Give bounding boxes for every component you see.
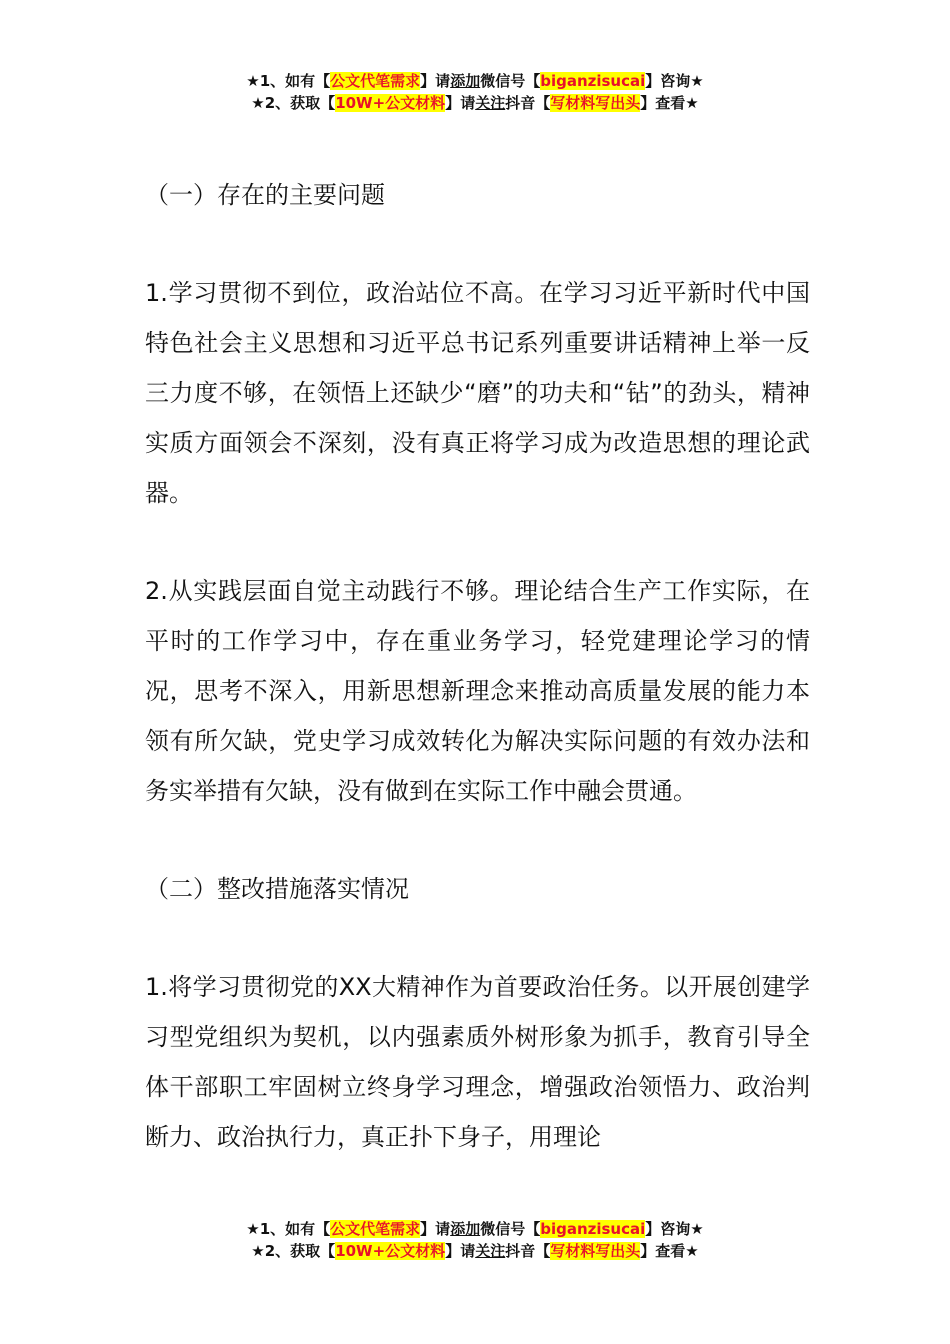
promo-highlight: 10W+公文材料 bbox=[335, 94, 446, 112]
promo-text: 】请 bbox=[445, 94, 476, 112]
promo-text: 】查看★ bbox=[640, 94, 699, 112]
promo-text: 抖音【 bbox=[505, 1242, 551, 1260]
section-1-paragraph-2: 2.从实践层面自觉主动践行不够。理论结合生产工作实际，在平时的工作学习中，存在重业务学习，轻党建理论学习的情况，思考不深入，用新思想新理念来推动高质量发展的能力本领有所欠缺，党史学习成效转化为解决实际问题的有效办法和务实举措有欠缺，没有做到在实际工作中融会贯通。 bbox=[145, 577, 810, 805]
promo-text: 】咨询★ bbox=[645, 1220, 704, 1238]
promo-text: 】请 bbox=[420, 72, 451, 90]
promo-line-2 bbox=[0, 92, 950, 114]
section-2-paragraph-1: 1.将学习贯彻党的XX大精神作为首要政治任务。以开展创建学习型党组织为契机，以内强素质外树形象为抓手，教育引导全体干部职工牢固树立终身学习理念，增强政治领悟力、政治判断力、政治执行力，真正扑下身子，用理论 bbox=[145, 973, 810, 1151]
document-body bbox=[145, 170, 810, 1162]
promo-banner-top bbox=[0, 70, 950, 114]
promo-text: ★2、获取【 bbox=[251, 1242, 336, 1260]
promo-highlight: 公文代笔需求 bbox=[330, 72, 421, 90]
promo-text: ★1、如有【 bbox=[246, 72, 331, 90]
promo-line-1 bbox=[0, 1218, 950, 1240]
promo-douyin-id: 写材料写出头 bbox=[550, 1242, 641, 1260]
section-1-title: （一）存在的主要问题 bbox=[145, 181, 385, 209]
promo-wechat-id: biganzisucai bbox=[540, 72, 646, 90]
promo-text: 】查看★ bbox=[640, 1242, 699, 1260]
promo-line-1 bbox=[0, 70, 950, 92]
promo-text: 】请 bbox=[420, 1220, 451, 1238]
section-2-title: （二）整改措施落实情况 bbox=[145, 875, 409, 903]
promo-highlight: 10W+公文材料 bbox=[335, 1242, 446, 1260]
promo-text: ★1、如有【 bbox=[246, 1220, 331, 1238]
promo-text: 微信号【 bbox=[480, 72, 541, 90]
promo-line-2 bbox=[0, 1240, 950, 1262]
promo-underlined-text: 关注 bbox=[475, 94, 506, 112]
section-1-paragraph-1: 1.学习贯彻不到位，政治站位不高。在学习习近平新时代中国特色社会主义思想和习近平总书记系列重要讲话精神上举一反三力度不够，在领悟上还缺少“磨”的功夫和“钻”的劲头，精神实质方面领会不深刻，没有真正将学习成为改造思想的理论武器。 bbox=[145, 279, 810, 507]
promo-text: 抖音【 bbox=[505, 94, 551, 112]
promo-douyin-id: 写材料写出头 bbox=[550, 94, 641, 112]
promo-banner-bottom bbox=[0, 1218, 950, 1262]
promo-underlined-text: 添加 bbox=[450, 72, 481, 90]
promo-underlined-text: 关注 bbox=[475, 1242, 506, 1260]
promo-text: ★2、获取【 bbox=[251, 94, 336, 112]
promo-text: 】咨询★ bbox=[645, 72, 704, 90]
promo-wechat-id: biganzisucai bbox=[540, 1220, 646, 1238]
promo-underlined-text: 添加 bbox=[450, 1220, 481, 1238]
promo-highlight: 公文代笔需求 bbox=[330, 1220, 421, 1238]
promo-text: 微信号【 bbox=[480, 1220, 541, 1238]
promo-text: 】请 bbox=[445, 1242, 476, 1260]
